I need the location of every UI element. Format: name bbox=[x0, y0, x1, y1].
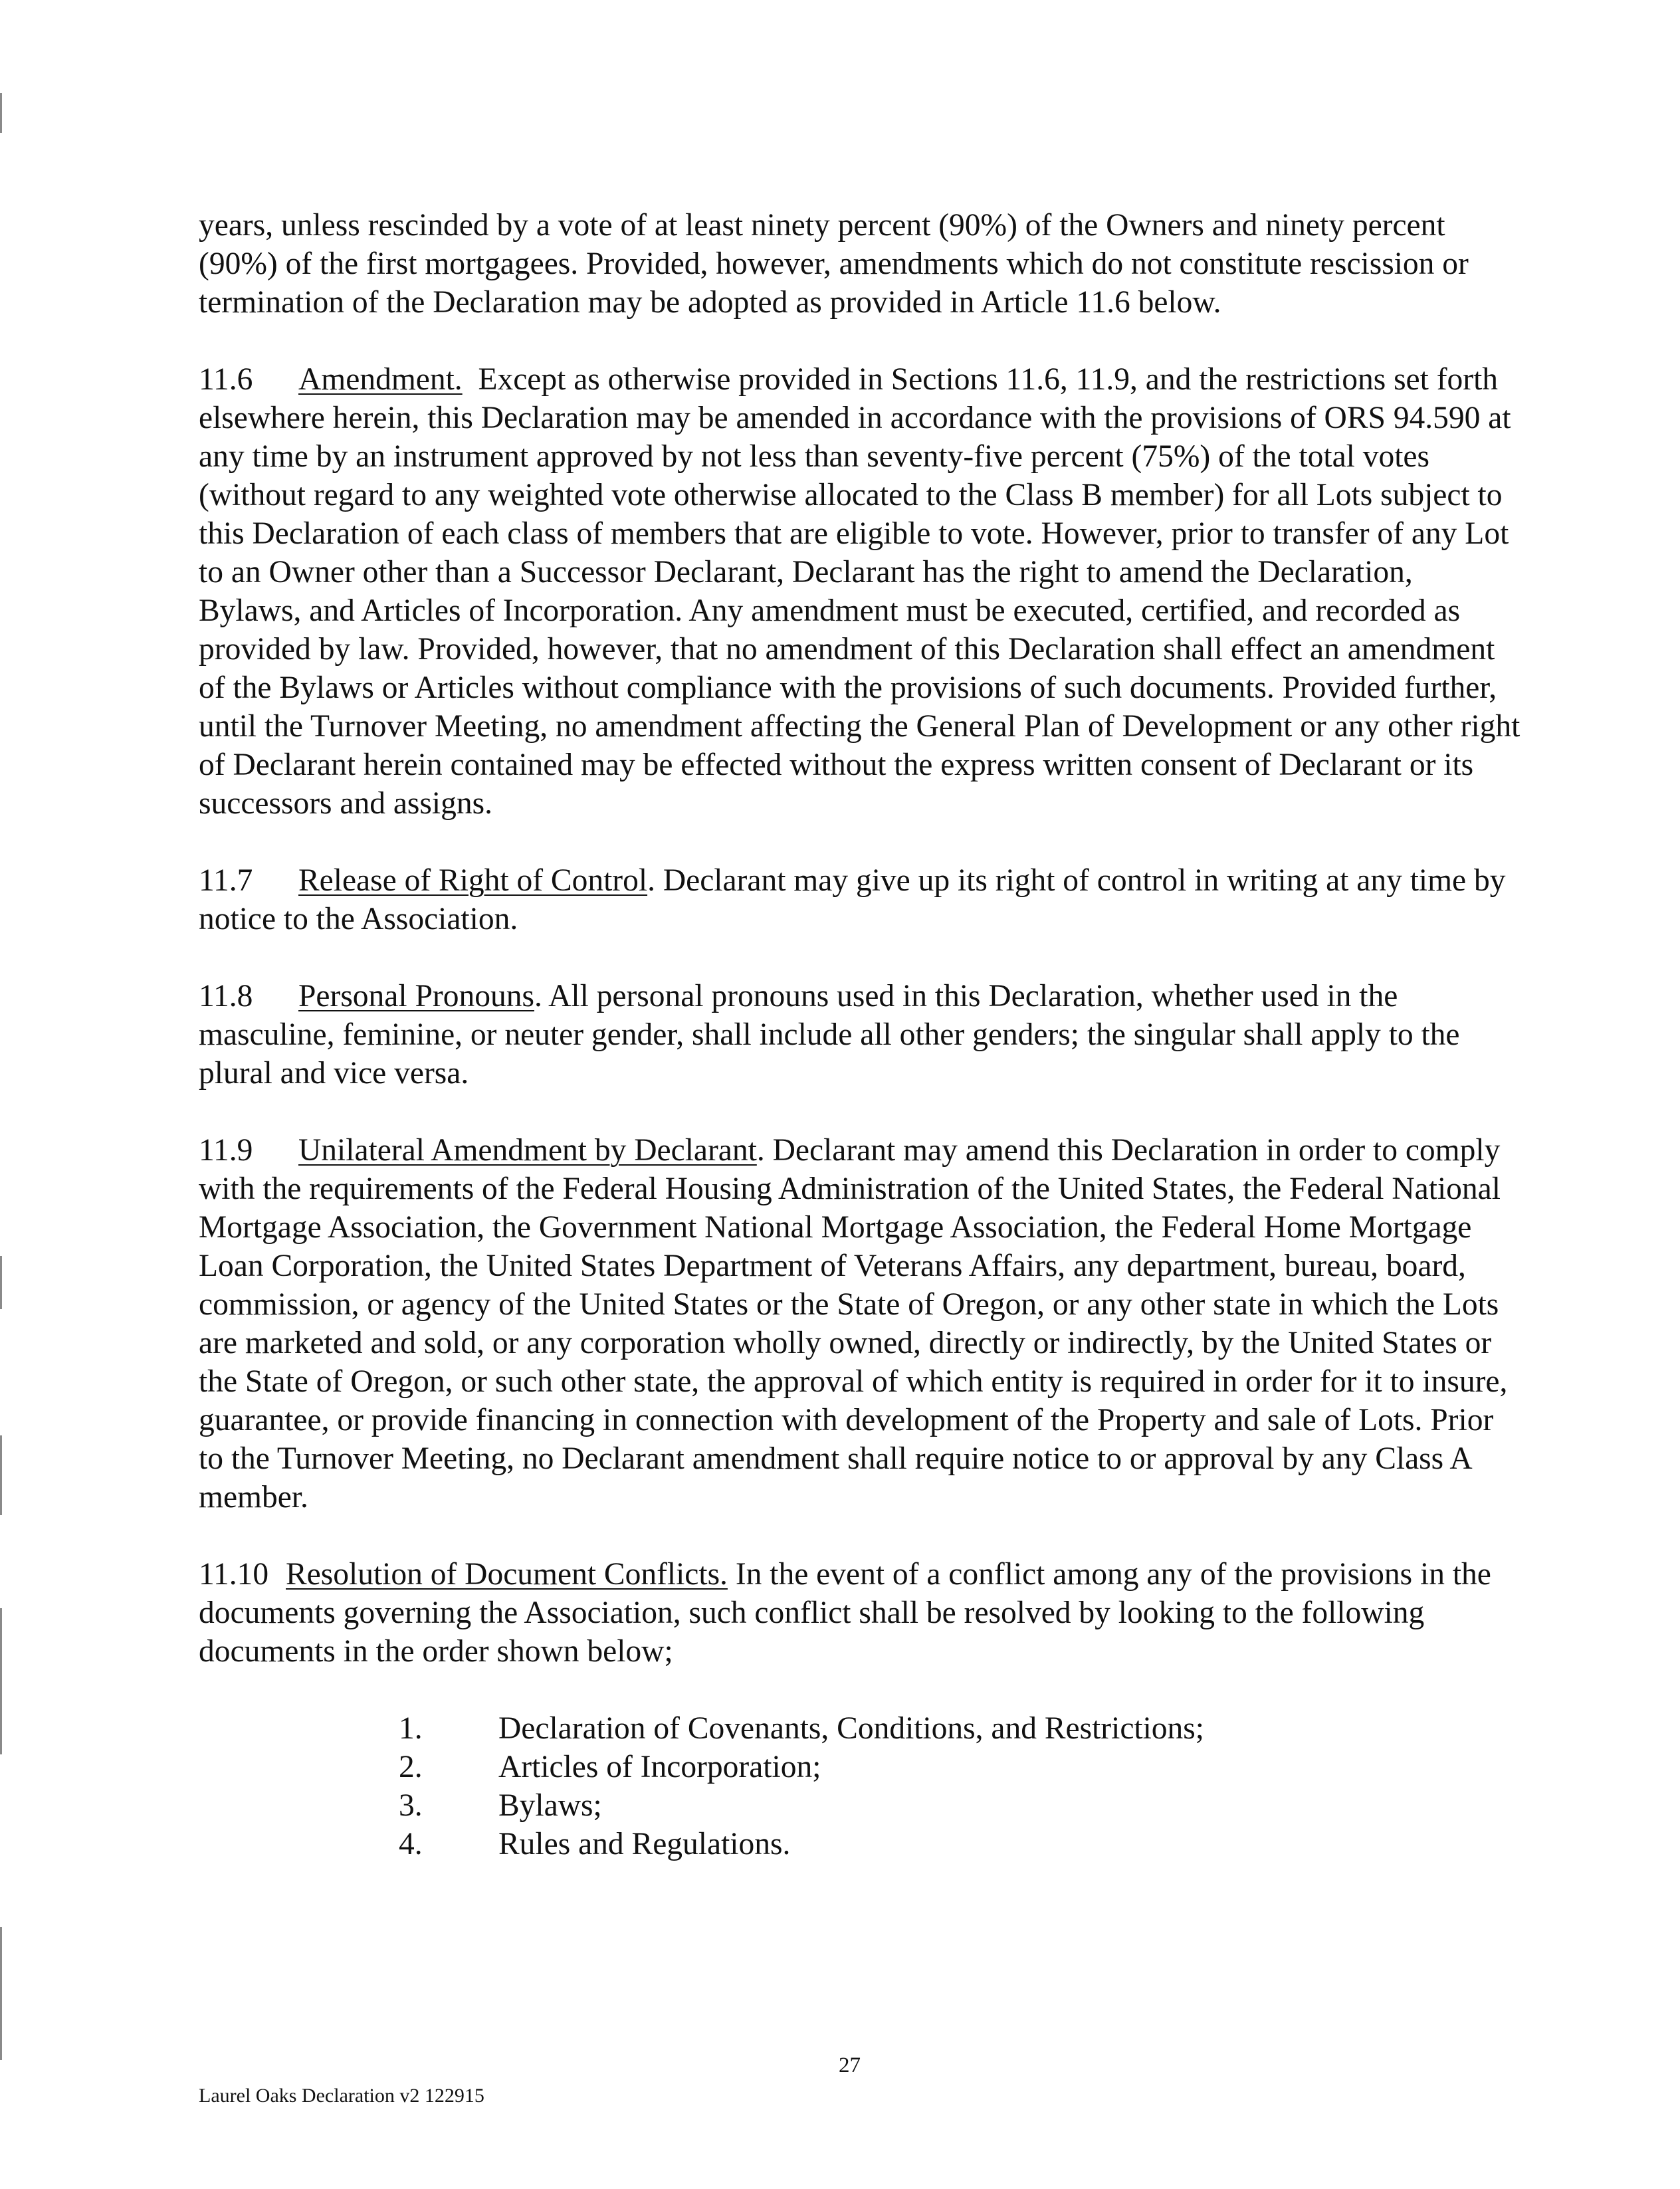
footer-document-label: Laurel Oaks Declaration v2 122915 bbox=[199, 2085, 484, 2107]
list-item: 3. Bylaws; bbox=[399, 1788, 602, 1823]
section-11-8 bbox=[199, 977, 1521, 1093]
section-text: . Declarant may give up its right of control in writing at any time by notice to the Association. bbox=[199, 863, 1506, 936]
scan-edge-mark bbox=[0, 93, 2, 133]
list-item: 1. Declaration of Covenants, Conditions, and Restrictions; bbox=[399, 1711, 1204, 1746]
section-heading: Release of Right of Control bbox=[298, 863, 648, 898]
scan-edge-mark bbox=[0, 1608, 2, 1754]
section-number: 11.9 bbox=[199, 1133, 253, 1168]
list-item: 4. Rules and Regulations. bbox=[399, 1827, 791, 1861]
section-text: In the event of a conflict among any of the provisions in the documents governing the Association, such conflict shall be resolved by looking to the following documents in the order shown below; bbox=[199, 1557, 1491, 1669]
section-heading: Unilateral Amendment by Declarant bbox=[298, 1133, 757, 1168]
continuation-paragraph: years, unless rescinded by a vote of at least ninety percent (90%) of the Owners and ninety percent (90%) of the first mortgagees. Provided, however, amendments which do not constitute rescission or termination of the Declaration may be adopted as provided in Article 11.6 below. bbox=[199, 208, 1469, 320]
scan-edge-mark bbox=[0, 1435, 2, 1515]
section-text: . All personal pronouns used in this Declaration, whether used in the masculine, feminine, or neuter gender, shall include all other genders; the singular shall apply to the plural and vice versa. bbox=[199, 979, 1460, 1091]
scan-edge-mark bbox=[0, 1256, 2, 1309]
list-item: 2. Articles of Incorporation; bbox=[399, 1750, 821, 1784]
section-text: . Declarant may amend this Declaration in order to comply with the requirements of the Federal Housing Administration of the United States, the Federal National Mortgage Association, the Government National Mortgage Association, the Federal Home Mortgage Loan Corporation, the United States Department of Veterans Affairs, any department, bureau, board, commission, or agency of the United States or the State of Oregon, or any other state in which the Lots are marketed and sold, or any corporation wholly owned, directly or indirectly, by the United States or the State of Oregon, or such other state, the approval of which entity is required in order for it to insure, guarantee, or provide financing in connection with development of the Property and sale of Lots. Prior to the Turnover Meeting, no Declarant amendment shall require notice to or approval by any Class A member. bbox=[199, 1133, 1508, 1514]
section-number: 11.10 bbox=[199, 1557, 269, 1592]
section-heading: Resolution of Document Conflicts. bbox=[286, 1557, 728, 1592]
section-number: 11.7 bbox=[199, 863, 253, 898]
scan-edge-mark bbox=[0, 1927, 2, 2060]
section-11-10 bbox=[199, 1555, 1521, 1671]
section-11-9 bbox=[199, 1131, 1521, 1516]
document-order-list bbox=[199, 1709, 1521, 1863]
section-number: 11.8 bbox=[199, 979, 253, 1013]
section-number: 11.6 bbox=[199, 362, 253, 397]
page-number: 27 bbox=[839, 2053, 861, 2077]
section-11-7 bbox=[199, 861, 1521, 938]
section-heading: Amendment. bbox=[298, 362, 463, 397]
section-text: Except as otherwise provided in Sections 11.6, 11.9, and the restrictions set forth elsewhere herein, this Declaration may be amended in accordance with the provisions of ORS 94.590 at any time by an instrument approved by not less than seventy-five percent (75%) of the total votes (without regard to any weighted vote otherwise allocated to the Class B member) for all Lots subject to this Declaration of each class of members that are eligible to vote. However, prior to transfer of any Lot to an Owner other than a Successor Declarant, Declarant has the right to amend the Declaration, Bylaws, and Articles of Incorporation. Any amendment must be executed, certified, and recorded as provided by law. Provided, however, that no amendment of this Declaration shall effect an amendment of the Bylaws or Articles without compliance with the provisions of such documents. Provided further, until the Turnover Meeting, no amendment affecting the General Plan of Development or any other right of Declarant herein contained may be effected without the express written consent of Declarant or its successors and assigns. bbox=[199, 362, 1521, 821]
section-heading: Personal Pronouns bbox=[298, 979, 534, 1013]
document-body bbox=[199, 206, 1521, 1863]
section-11-6 bbox=[199, 360, 1521, 823]
